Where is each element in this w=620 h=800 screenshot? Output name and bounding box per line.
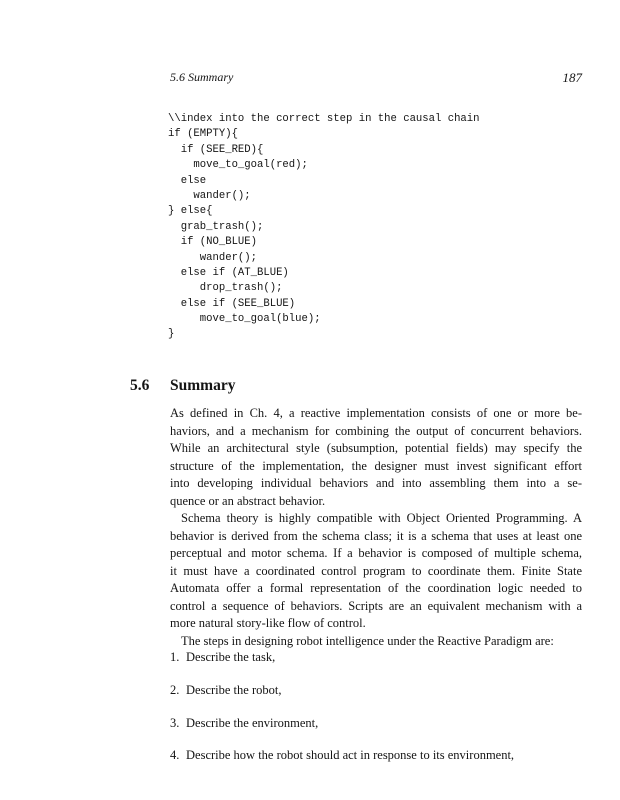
text-line: control a sequence of behaviors. Scripts are an equivalent mechanism with a [170, 598, 582, 613]
running-head-section: 5.6 Summary [170, 70, 234, 84]
code-line: } else{ [168, 205, 213, 218]
text-line: it must have a coordinated control program to coordinate them. Finite State [170, 563, 582, 578]
section-number: 5.6 [130, 377, 150, 394]
list-item-text: Describe the task, [186, 650, 276, 664]
text-line: The steps in designing robot intelligence under the Reactive Paradigm are: [181, 633, 554, 648]
design-steps-list [170, 649, 582, 780]
text-line: Automata offer a formal representation of the coordination logic needed to [170, 581, 582, 595]
code-line: drop_trash(); [168, 282, 283, 295]
code-line: move_to_goal(blue); [168, 313, 321, 326]
paragraph-3 [170, 633, 582, 651]
text-line: Schema theory is highly compatible with Object Oriented Programming. A [181, 511, 582, 525]
list-item-number: 2. [170, 682, 180, 697]
page-number: 187 [562, 70, 582, 85]
list-item-number: 1. [170, 650, 180, 664]
code-line: \\index into the correct step in the causal chain [168, 113, 480, 125]
list-item-text: Describe the environment, [186, 715, 319, 730]
text-line: As defined in Ch. 4, a reactive implementation consists of one or more be- [170, 406, 582, 420]
text-line: While an architectural style (subsumption, potential fields) may specify the [170, 441, 582, 455]
code-listing [168, 112, 480, 343]
text-line: quence or an abstract behavior. [170, 493, 326, 508]
list-item [170, 747, 582, 765]
list-item-text: Describe how the robot should act in response to its environment, [186, 748, 515, 763]
list-item [170, 715, 582, 733]
text-line: behavior is derived from the schema class; it is a schema that uses at least one [170, 528, 582, 543]
list-item [170, 682, 582, 700]
code-line: if (EMPTY){ [168, 128, 238, 141]
code-line: wander(); [168, 189, 251, 202]
code-line: else if (AT_BLUE) [168, 266, 289, 279]
list-item-number: 4. [170, 748, 180, 763]
text-line: into developing individual behaviors and into assembling them into a se- [170, 476, 582, 490]
body-text [170, 405, 582, 650]
code-line: else if (SEE_BLUE) [168, 297, 296, 310]
paragraph-1 [170, 405, 582, 510]
code-line: grab_trash(); [168, 220, 264, 233]
code-line: } [168, 328, 175, 341]
text-line: haviors, and a mechanism for combining the output of concurrent behaviors. [170, 423, 582, 438]
text-line: structure of the implementation, the designer must invest significant effort [170, 458, 582, 473]
list-item-number: 3. [170, 715, 180, 730]
running-head [170, 70, 582, 88]
text-line: more natural story-like flow of control. [170, 616, 366, 630]
code-line: else [168, 174, 207, 187]
code-line: if (SEE_RED){ [168, 143, 264, 156]
paragraph-2 [170, 510, 582, 633]
code-line: move_to_goal(red); [168, 159, 308, 172]
list-item-text: Describe the robot, [186, 682, 282, 697]
list-item [170, 649, 582, 667]
text-line: perceptual and motor schema. If a behavior is composed of multiple schema, [170, 546, 582, 560]
code-line: if (NO_BLUE) [168, 236, 258, 249]
section-title: Summary [170, 377, 236, 394]
code-line: wander(); [168, 251, 258, 264]
